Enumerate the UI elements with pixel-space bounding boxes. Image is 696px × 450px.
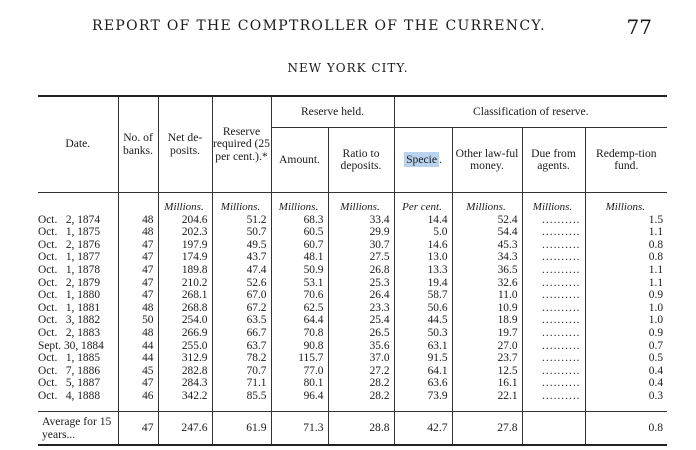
cell-amt: 60.7 [271,239,328,252]
table-row [38,302,667,315]
cell-lawful: 32.6 [452,277,522,290]
table-row [38,365,667,378]
units-cell: Per cent. [394,193,452,214]
header-amount: Amount. [271,128,328,193]
cell-ratio: 26.5 [328,327,394,340]
cell-banks: 47 [118,277,158,290]
cell-amt: 64.4 [271,314,328,327]
cell-due: .......... [522,289,585,302]
cell-req: 51.2 [212,214,271,227]
cell-net: 268.1 [158,289,212,302]
cell-banks: 47 [118,377,158,390]
cell-specie: 13.0 [394,251,452,264]
cell-specie: 14.4 [394,214,452,227]
units-cell: Millions. [452,193,522,214]
cell-red: 1.5 [585,214,667,227]
cell-amt: 90.8 [271,340,328,353]
cell-specie: 19.4 [394,277,452,290]
cell-lawful: 34.3 [452,251,522,264]
cell-req: 63.5 [212,314,271,327]
cell-net: 202.3 [158,226,212,239]
average-row [38,411,667,445]
cell-date: Oct. 7, 1886 [38,364,101,377]
units-cell: Millions. [158,193,212,214]
table-row [38,264,667,277]
cell-ratio: 35.6 [328,340,394,353]
cell-red: 1.0 [585,314,667,327]
cell-ratio: 29.9 [328,226,394,239]
cell-ratio: 25.3 [328,277,394,290]
table-body [38,193,667,412]
cell-due: .......... [522,327,585,340]
cell-ratio: 28.2 [328,390,394,411]
table-row [38,390,667,411]
cell-lawful: 18.9 [452,314,522,327]
cell-specie: 44.5 [394,314,452,327]
header-ratio: Ratio to deposits. [328,128,394,193]
cell-net: 342.2 [158,390,212,411]
cell-specie: 73.9 [394,390,452,411]
cell-due: .......... [522,226,585,239]
cell-specie: 63.6 [394,377,452,390]
header-due-from-agents: Due from agents. [522,128,585,193]
average-red: 0.8 [585,411,667,445]
reserve-table [38,95,667,446]
cell-red: 0.3 [585,390,667,411]
cell-net: 210.2 [158,277,212,290]
cell-date: Oct. 1, 1878 [38,263,101,276]
cell-lawful: 22.1 [452,390,522,411]
cell-ratio: 28.2 [328,377,394,390]
cell-due: .......... [522,302,585,315]
cell-banks: 46 [118,390,158,411]
cell-ratio: 27.2 [328,365,394,378]
cell-banks: 47 [118,251,158,264]
cell-net: 282.8 [158,365,212,378]
units-cell: Millions. [522,193,585,214]
report-title: REPORT OF THE COMPTROLLER OF THE CURRENCY. [92,18,546,34]
header-reserve-held: Reserve held. [271,96,394,128]
cell-lawful: 10.9 [452,302,522,315]
cell-amt: 77.0 [271,365,328,378]
header-net-deposits: Net de-posits. [158,96,212,193]
cell-ratio: 33.4 [328,214,394,227]
cell-net: 266.9 [158,327,212,340]
cell-due: .......... [522,251,585,264]
cell-banks: 44 [118,352,158,365]
cell-net: 312.9 [158,352,212,365]
table-row [38,352,667,365]
cell-amt: 68.3 [271,214,328,227]
cell-banks: 48 [118,214,158,227]
units-cell: Millions. [328,193,394,214]
cell-banks: 44 [118,340,158,353]
cell-amt: 70.8 [271,327,328,340]
cell-lawful: 36.5 [452,264,522,277]
cell-ratio: 27.5 [328,251,394,264]
cell-banks: 48 [118,226,158,239]
cell-lawful: 16.1 [452,377,522,390]
cell-specie: 50.3 [394,327,452,340]
cell-req: 70.7 [212,365,271,378]
units-banks [118,193,158,214]
cell-date: Oct. 2, 1876 [38,238,101,251]
average-net: 247.6 [158,411,212,445]
cell-ratio: 26.8 [328,264,394,277]
cell-due: .......... [522,239,585,252]
cell-banks: 50 [118,314,158,327]
cell-red: 0.4 [585,377,667,390]
cell-lawful: 45.3 [452,239,522,252]
cell-date: Sept. 30, 1884 [38,339,104,352]
cell-net: 204.6 [158,214,212,227]
page-header [92,15,652,39]
cell-date: Oct. 2, 1874 [38,213,101,226]
header-specie [394,128,452,193]
units-date [38,193,118,214]
cell-lawful: 52.4 [452,214,522,227]
cell-banks: 47 [118,289,158,302]
table-row [38,289,667,302]
cell-ratio: 25.4 [328,314,394,327]
cell-amt: 115.7 [271,352,328,365]
cell-req: 66.7 [212,327,271,340]
cell-date: Oct. 1, 1880 [38,289,101,302]
cell-ratio: 30.7 [328,239,394,252]
cell-red: 0.8 [585,239,667,252]
table-row [38,239,667,252]
cell-red: 1.1 [585,226,667,239]
header-classification: Classification of reserve. [394,96,667,128]
cell-date: Oct. 1, 1877 [38,251,101,264]
cell-req: 47.4 [212,264,271,277]
cell-due: .......... [522,214,585,227]
cell-amt: 50.9 [271,264,328,277]
cell-red: 0.9 [585,327,667,340]
header-specie-period: . [439,152,442,166]
table-row [38,377,667,390]
cell-net: 197.9 [158,239,212,252]
cell-amt: 60.5 [271,226,328,239]
cell-req: 71.1 [212,377,271,390]
cell-specie: 50.6 [394,302,452,315]
cell-req: 43.7 [212,251,271,264]
cell-date: Oct. 2, 1879 [38,276,101,289]
section-title: NEW YORK CITY. [287,61,409,75]
cell-due: .......... [522,340,585,353]
cell-due: .......... [522,314,585,327]
header-date: Date. [38,96,118,193]
cell-date: Oct. 1, 1875 [38,226,101,239]
average-req: 61.9 [212,411,271,445]
cell-due: .......... [522,365,585,378]
cell-specie: 64.1 [394,365,452,378]
units-cell: Millions. [212,193,271,214]
cell-net: 268.8 [158,302,212,315]
cell-due: .......... [522,264,585,277]
average-label: Average for 15 years... [38,411,118,445]
cell-req: 67.0 [212,289,271,302]
cell-due: .......... [522,390,585,411]
cell-specie: 63.1 [394,340,452,353]
cell-specie: 14.6 [394,239,452,252]
cell-date: Oct. 1, 1881 [38,301,101,314]
table-row [38,327,667,340]
cell-red: 0.4 [585,365,667,378]
table-row [38,340,667,353]
cell-amt: 62.5 [271,302,328,315]
average-specie: 42.7 [394,411,452,445]
table-row [38,214,667,227]
cell-net: 189.8 [158,264,212,277]
cell-date: Oct. 1, 1885 [38,352,101,365]
units-row [38,193,667,214]
cell-red: 1.1 [585,264,667,277]
cell-ratio: 37.0 [328,352,394,365]
cell-net: 254.0 [158,314,212,327]
cell-req: 52.6 [212,277,271,290]
table-row [38,277,667,290]
cell-amt: 96.4 [271,390,328,411]
cell-specie: 91.5 [394,352,452,365]
table-row [38,251,667,264]
cell-ratio: 23.3 [328,302,394,315]
specie-highlight: Specie [406,152,438,166]
cell-amt: 80.1 [271,377,328,390]
cell-amt: 48.1 [271,251,328,264]
units-cell: Millions. [585,193,667,214]
average-banks: 47 [118,411,158,445]
cell-req: 50.7 [212,226,271,239]
cell-net: 255.0 [158,340,212,353]
cell-date: Oct. 4, 1888 [38,389,101,402]
cell-banks: 45 [118,365,158,378]
cell-due: .......... [522,377,585,390]
cell-specie: 5.0 [394,226,452,239]
table-row [38,226,667,239]
cell-banks: 48 [118,327,158,340]
cell-specie: 58.7 [394,289,452,302]
cell-net: 174.9 [158,251,212,264]
cell-lawful: 19.7 [452,327,522,340]
cell-banks: 47 [118,239,158,252]
header-banks: No. of banks. [118,96,158,193]
cell-req: 67.2 [212,302,271,315]
header-redemption-fund: Redemp-tion fund. [585,128,667,193]
average-lawful: 27.8 [452,411,522,445]
cell-banks: 47 [118,264,158,277]
cell-date: Oct. 3, 1882 [38,314,101,327]
cell-lawful: 23.7 [452,352,522,365]
cell-req: 63.7 [212,340,271,353]
cell-req: 85.5 [212,390,271,411]
cell-lawful: 27.0 [452,340,522,353]
cell-red: 0.8 [585,251,667,264]
cell-due: .......... [522,352,585,365]
average-ratio: 28.8 [328,411,394,445]
page-number: 77 [626,15,652,39]
cell-lawful: 12.5 [452,365,522,378]
cell-lawful: 11.0 [452,289,522,302]
cell-ratio: 26.4 [328,289,394,302]
header-other-lawful: Other law-ful money. [452,128,522,193]
cell-date: Oct. 2, 1883 [38,326,101,339]
cell-due: .......... [522,277,585,290]
units-cell: Millions. [271,193,328,214]
cell-lawful: 54.4 [452,226,522,239]
cell-req: 78.2 [212,352,271,365]
cell-specie: 13.3 [394,264,452,277]
cell-red: 0.7 [585,340,667,353]
header-reserve-required: Reserve required (25 per cent.).* [212,96,271,193]
cell-amt: 70.6 [271,289,328,302]
cell-amt: 53.1 [271,277,328,290]
cell-date: Oct. 5, 1887 [38,377,101,390]
cell-red: 1.0 [585,302,667,315]
cell-red: 0.5 [585,352,667,365]
table-row [38,314,667,327]
cell-net: 284.3 [158,377,212,390]
cell-red: 0.9 [585,289,667,302]
cell-req: 49.5 [212,239,271,252]
average-amt: 71.3 [271,411,328,445]
cell-red: 1.1 [585,277,667,290]
average-due [522,411,585,445]
cell-banks: 48 [118,302,158,315]
